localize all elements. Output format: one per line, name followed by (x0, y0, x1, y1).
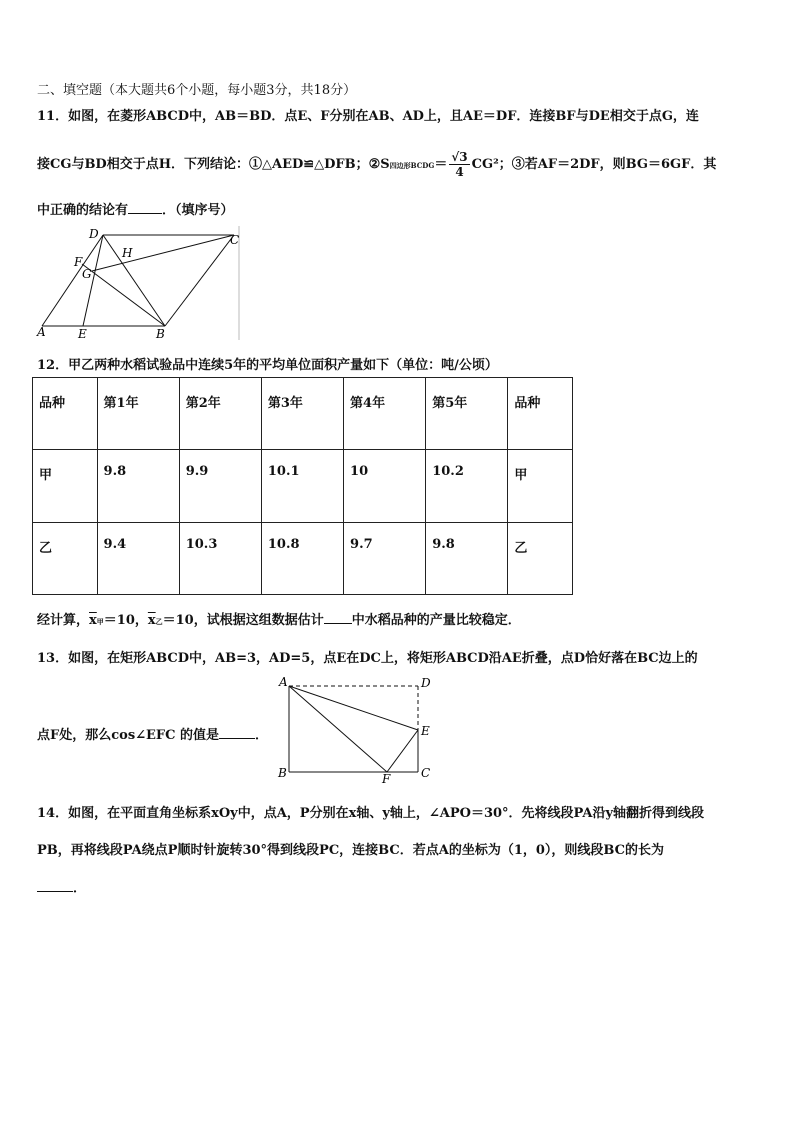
q11-line2-a: 接CG与BD相交于点H．下列结论：①△AED≌△DFB；②S (37, 157, 390, 172)
q11-answer-blank (128, 201, 162, 214)
label-E: E (78, 327, 87, 341)
q11-line1: 11．如图，在菱形ABCD中，AB＝BD．点E、F分别在AB、AD上，且AE＝DF．连接BF与DE相交于点G，连 (37, 109, 699, 124)
table-header-cell: 第3年 (261, 378, 343, 450)
q12-xbar-yi: $\overline{x}$ (147, 613, 156, 628)
q14-answer-blank (37, 879, 73, 892)
q12-answer-blank (324, 611, 352, 624)
label-D: D (421, 676, 431, 690)
q11-frac-num: √3 (451, 150, 468, 164)
label-E: E (421, 724, 430, 738)
q11-line2 (37, 150, 716, 179)
q13-rectangle-figure (274, 673, 434, 787)
label-H: H (122, 246, 133, 260)
q12-after-b: 中水稻品种的产量比较稳定． (351, 613, 521, 628)
table-cell: 乙 (508, 522, 573, 594)
label-C: C (230, 233, 240, 247)
q13-line2-end: ． (255, 728, 269, 743)
q11-rhombus-figure (34, 226, 240, 342)
q11-line3-end: ．（填序号） (162, 203, 234, 218)
table-header-cell: 第1年 (97, 378, 179, 450)
table-cell: 10.2 (426, 450, 508, 522)
label-B: B (278, 766, 287, 780)
table-header-cell: 第5年 (426, 378, 508, 450)
table-cell: 9.7 (344, 522, 426, 594)
label-D: D (89, 227, 99, 241)
section-title: 二、填空题（本大题共6个小题，每小题3分，共18分） (37, 83, 357, 98)
q14-line3 (37, 877, 86, 896)
q11-fraction (449, 150, 469, 179)
q12-after-a: 经计算， (37, 613, 90, 628)
q11-line3 (37, 199, 234, 218)
table-header-cell: 品种 (508, 378, 573, 450)
label-F: F (382, 772, 391, 786)
q12-eq2: ＝10，试根据这组数据估计 (162, 613, 324, 628)
q12-sub-yi: 乙 (155, 617, 163, 626)
q11-eq: ＝ (434, 157, 448, 172)
label-A: A (279, 675, 288, 689)
label-G: G (82, 267, 92, 281)
table-cell: 甲 (508, 450, 573, 522)
table-header-row (33, 378, 573, 450)
table-cell: 10.3 (179, 522, 261, 594)
q12-yield-table (32, 377, 573, 595)
table-cell: 10.1 (261, 450, 343, 522)
table-row (33, 522, 573, 594)
table-cell: 10 (344, 450, 426, 522)
q14-line3-end: ． (73, 881, 87, 896)
label-C: C (421, 766, 431, 780)
q13-line1: 13．如图，在矩形ABCD中，AB=3，AD=5，点E在DC上，将矩形ABCD沿AE折叠，点D恰好落在BC边上的 (37, 651, 698, 666)
q12-title: 12．甲乙两种水稻试验品中连续5年的平均单位面积产量如下（单位：吨/公顷） (37, 358, 498, 373)
table-cell: 9.8 (426, 522, 508, 594)
q13-line2 (37, 724, 268, 743)
q11-area-subscript: 四边形BCDG (389, 161, 435, 170)
table-header-cell: 第4年 (344, 378, 426, 450)
table-cell: 乙 (33, 522, 98, 594)
q12-xbar-jia: $\overline{x}$ (89, 613, 97, 628)
table-cell: 9.8 (97, 450, 179, 522)
q12-eq1: ＝10， (103, 613, 148, 628)
q14-line1: 14．如图，在平面直角坐标系xOy中，点A，P分别在x轴、y轴上，∠APO＝30°．先将线段PA沿y轴翻折得到线段 (37, 806, 705, 821)
label-F: F (74, 255, 83, 269)
q14-line2: PB，再将线段PA绕点P顺时针旋转30°得到线段PC，连接BC．若点A的坐标为（1，0），则线段BC的长为 (37, 843, 664, 858)
q11-line2-b: CG²；③若AF＝2DF，则BG＝6GF．其 (471, 157, 717, 172)
table-cell: 9.9 (179, 450, 261, 522)
table-row (33, 450, 573, 522)
table-cell: 10.8 (261, 522, 343, 594)
q13-line2-text: 点F处，那么cos∠EFC 的值是 (37, 728, 220, 743)
table-header-cell: 第2年 (179, 378, 261, 450)
q12-sub-jia: 甲 (96, 617, 104, 626)
q11-line3-text: 中正确的结论有 (37, 203, 129, 218)
table-cell: 甲 (33, 450, 98, 522)
label-A: A (37, 325, 46, 339)
q12-conclusion (37, 609, 521, 628)
q11-frac-den: 4 (455, 165, 464, 179)
table-header-cell: 品种 (33, 378, 98, 450)
label-B: B (156, 327, 165, 341)
table-cell: 9.4 (97, 522, 179, 594)
q13-answer-blank (219, 726, 255, 739)
